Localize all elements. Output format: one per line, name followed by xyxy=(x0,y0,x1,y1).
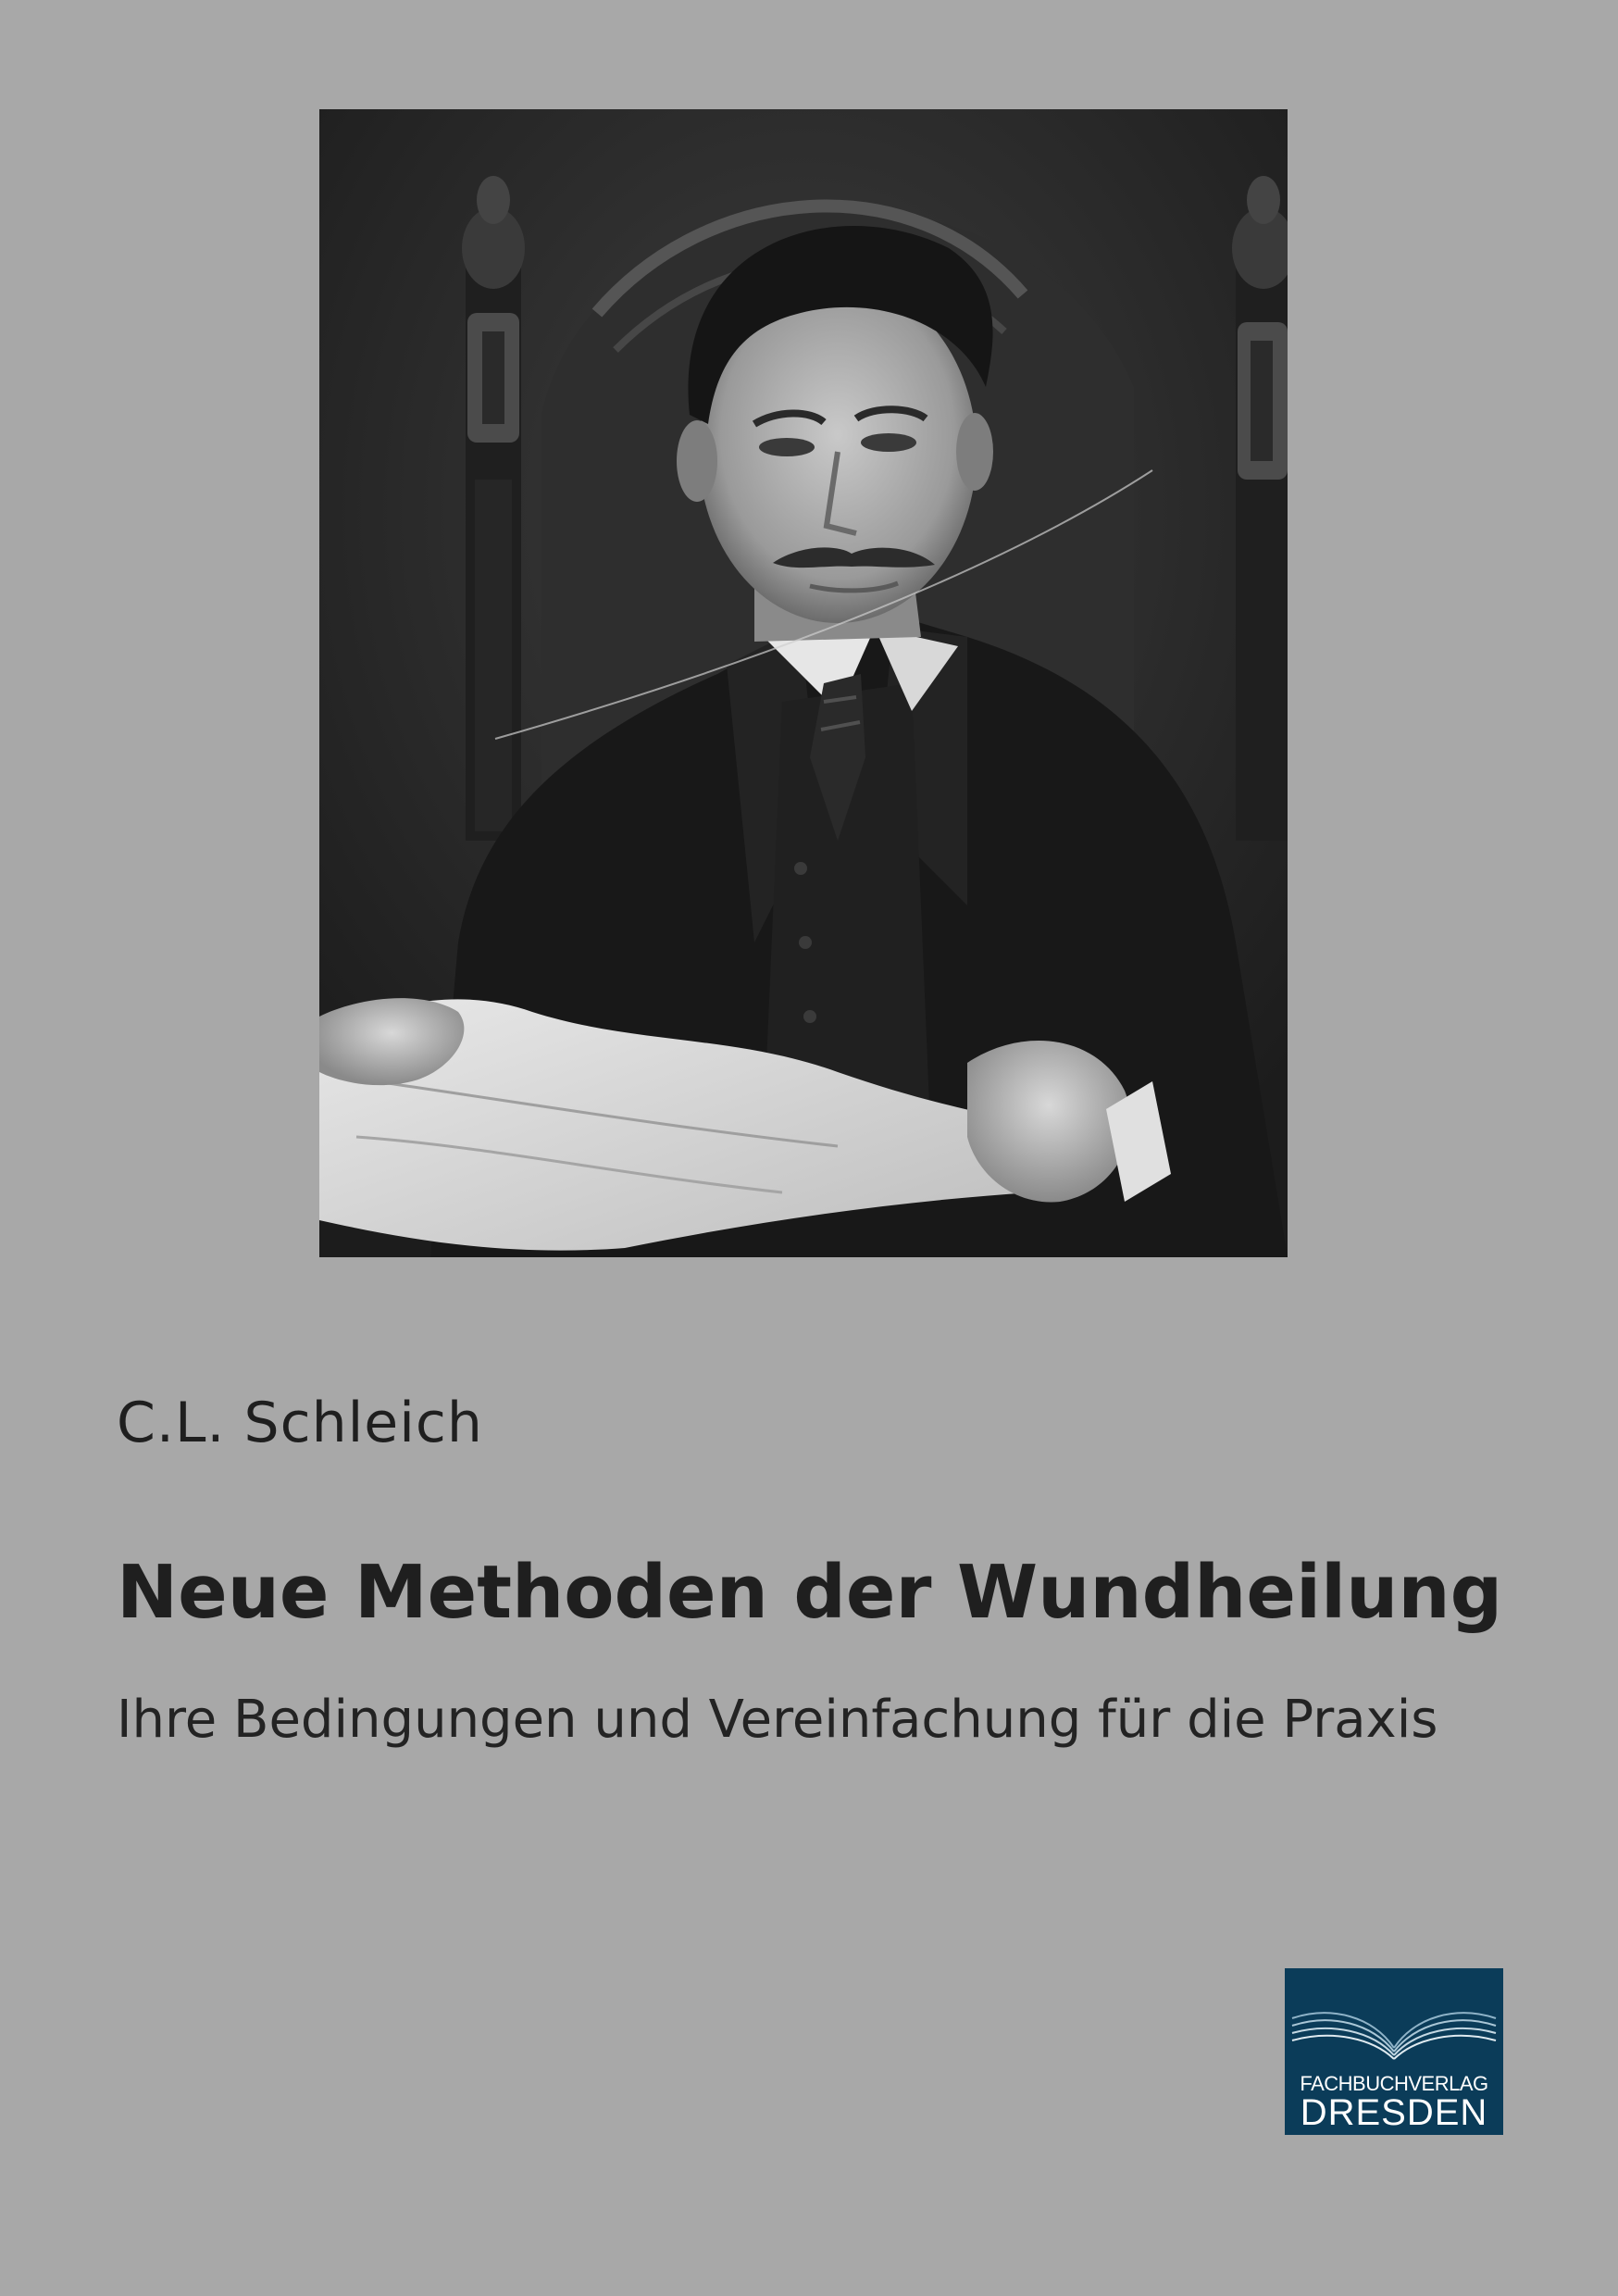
portrait-photo-icon xyxy=(319,109,1288,1257)
cover-portrait-photo xyxy=(319,109,1288,1257)
author-name: C.L. Schleich xyxy=(117,1391,483,1455)
book-title: Neue Methoden der Wundheilung xyxy=(117,1550,1503,1635)
publisher-line2: DRESDEN xyxy=(1300,2092,1488,2133)
publisher-logo xyxy=(1285,1968,1503,2135)
book-subtitle: Ihre Bedingungen und Vereinfachung für die Praxis xyxy=(117,1690,1438,1750)
publisher-line1: FACHBUCHVERLAG xyxy=(1300,2072,1488,2095)
